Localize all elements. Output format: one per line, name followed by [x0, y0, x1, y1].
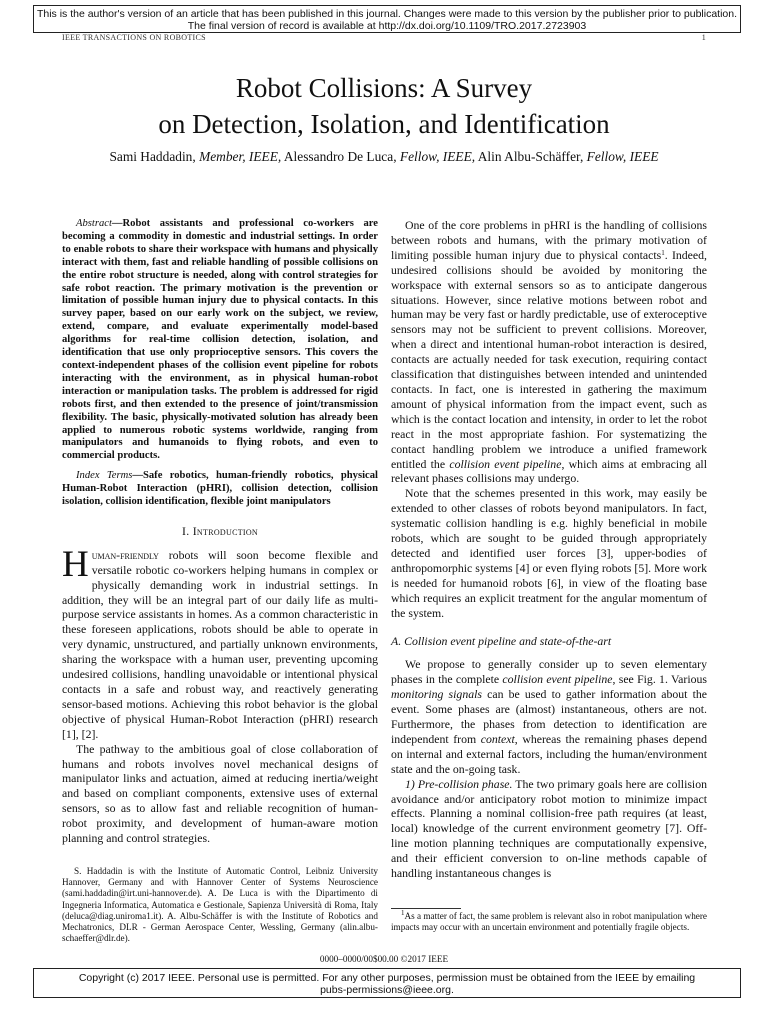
emphasis: context	[480, 731, 515, 746]
affiliation-footnote: S. Haddadin is with the Institute of Automatic Control, Leibniz University Hannover, Germany and with Hannover Center of Systems Neuroscience (sami.haddadin@irt.uni-hannover.de). A. De Luca is with the Dipartimento di Ingegneria Informatica, Automatica e Gestionale, Sapienza Università di Roma, Italy (deluca@diag.uniroma1.it). A. Albu-Schäffer is with the Institute of Robotics and Mechatronics, DLR - German Aerospace Center, Wessling, Germany (alin.albu-schaeffer@dlr.de).	[62, 866, 378, 944]
journal-name: IEEE TRANSACTIONS ON ROBOTICS	[62, 33, 206, 42]
abstract-label: Abstract	[76, 218, 112, 229]
notice-line: Copyright (c) 2017 IEEE. Personal use is permitted. For any other purposes, permission must be obtained from the IEEE by emailing	[78, 972, 696, 984]
author-name: Sami Haddadin,	[109, 149, 200, 164]
footnote-1	[391, 911, 707, 933]
subsection-heading: A. Collision event pipeline and state-of-the-art	[391, 634, 612, 649]
abstract-text: —Robot assistants and professional co-workers are becoming a commodity in domestic and industrial settings. In order to enable robots to share their workspace with humans and physically interact with them, fast and reliable handling of possible collisions on the entire robot structure is needed, along with control strategies for safe robot reaction. The primary motivation is the prevention or limitation of possible human injury due to physical contacts. In this survey paper, based on our early work on the subject, we review, extend, compare, and evaluate experimentally model-based algorithms for real-time collision detection, isolation, and identification that use only proprioceptive sensors. This covers the context-independent phases of the collision event pipeline for robots interacting with the environment, as in physical human-robot interaction or manipulation tasks. The problem is addressed for rigid robots first, and then extended to the presence of joint/transmission flexibility. The basic, physically-motivated solution has already been applied to numerous robotic systems worldwide, ranging from manipulators and humanoids to flying robots, and even to commercial products.	[62, 218, 378, 462]
text-run: , whereas the remaining phases depend on internal and external factors, including the human/environment state and the on-going task.	[391, 731, 707, 776]
author-role: Member, IEEE,	[199, 149, 282, 164]
copyright-notice	[33, 968, 741, 998]
text-run: One of the core problems in pHRI is the handling of collisions between robots and humans, with the primary motivation of limiting possible human injury due to physical contacts	[391, 218, 707, 262]
drop-cap: H	[62, 543, 89, 585]
text-run: . Indeed, undesired collisions should be avoided by monitoring the workspace with external sensors so as to anticipate dangerous situations. However, since relative motions between robot and human may be very fast or hardly predictable, use of exteroceptive sensors may not be sufficient to prevent collisions. Moreover, when a direct and intentional human-robot interaction is desired, contacts are actually needed for task execution, requiring contact classification that distinguishes between intended and unintended contacts. In fact, one is interested in gathering the maximum amount of physical information from the impact event, such as which is the contact location and intensity, in order to let the robot react in the most appropriate fashion. For systematizing the contact handling problem we introduce a unified framework entitled the	[391, 247, 707, 471]
emphasis: monitoring signals	[391, 687, 482, 702]
notice-line: The final version of record is available at http://dx.doi.org/10.1109/TRO.2017.2723903	[187, 20, 587, 32]
right-column	[391, 218, 707, 881]
right-paragraph-1	[391, 218, 707, 486]
copyright-line: 0000–0000/00$00.00 ©2017 IEEE	[319, 954, 449, 964]
page-number: 1	[701, 33, 706, 42]
footnote-text: As a matter of fact, the same problem is relevant also in robot manipulation where impacts may occur with an uncertain environment and potentially fragile objects.	[391, 911, 707, 933]
text-run: We propose to generally consider up to seven elementary phases in the complete	[391, 657, 707, 687]
paragraph-label: 1) Pre-collision phase.	[405, 776, 513, 791]
emphasis: collision event pipeline	[502, 672, 613, 687]
emphasis: collision event pipeline	[449, 456, 562, 471]
author-role: Fellow, IEEE	[586, 149, 659, 164]
intro-paragraph-1	[62, 543, 378, 742]
paper-title	[0, 70, 768, 142]
lead-in-caps: uman-friendly	[91, 547, 159, 562]
title-line-1: Robot Collisions: A Survey	[235, 73, 533, 103]
intro-paragraph-2: The pathway to the ambitious goal of close collaboration of humans and robots involves novel mechanical designs of manipulator links and actuation, aimed at reducing inertia/weight and based on compliant components, extensive uses of external sensors, so as to allow fast and reliable recognition of human-robot proximity, and development of human-aware motion planning and control strategies.	[62, 741, 378, 846]
text-run: , see Fig. 1. Various	[612, 672, 708, 687]
left-column	[62, 218, 378, 846]
right-paragraph-3	[391, 657, 707, 776]
text-run: , which aims at embracing all relevant phases collisions may undergo.	[391, 456, 707, 486]
index-terms-text: —Safe robotics, human-friendly robotics, physical Human-Robot Interaction (pHRI), collision detection, collision isolation, collision identification, flexible joint manipulators	[62, 470, 378, 508]
index-terms	[62, 470, 378, 509]
author-list	[0, 148, 768, 166]
index-terms-label: Index Terms	[76, 470, 133, 482]
footnote-mark: 1	[401, 909, 405, 917]
author-role: Fellow, IEEE,	[399, 149, 476, 164]
running-head	[62, 33, 706, 42]
right-paragraph-4	[391, 777, 707, 881]
footnote-ref: 1	[661, 248, 665, 257]
section-heading	[62, 524, 378, 539]
notice-line: This is the author's version of an article that has been published in this journal. Changes were made to this version by the publisher prior to publication.	[36, 8, 738, 20]
section-title: Introduction	[192, 523, 259, 538]
paragraph-text: robots will soon become flexible and versatile robotic co-workers helping humans in complex or physically demanding work in industrial settings. In addition, they will be an integral part of our daily life as multi-purpose service assistants in homes. As a common characteristic in these foreseen applications, robots should be able to operate in very dynamic, unstructured, and partially unknown environments, sharing the workspace with a human user, preventing upcoming undesired collisions, handling unavoidable or intentional physical contacts in a safe and robust way, and reactively generating sensor-based motions. Achieving this robot behavior is the global objective of physical Human-Robot Interaction (pHRI) research [1], [2].	[62, 547, 378, 741]
author-name: Alessandro De Luca,	[281, 149, 400, 164]
title-line-2: on Detection, Isolation, and Identification	[158, 109, 610, 139]
author-version-notice	[33, 5, 741, 33]
text-run: can be used to gather information about the event. Some phases are (almost) instantaneous, others are not. Furthermore, the phases from detection to identification are independent from	[391, 687, 707, 746]
right-paragraph-2: Note that the schemes presented in this work, may easily be extended to other classes of robots beyond manipulators. In fact, systematic collision handling is e.g. highly beneficial in mobile robots, which are sought to be guided through appropriately detected and identified user forces [3], upper-bodies of anthropomorphic systems [4] or even flying robots [5]. More work is needed for humanoid robots [6], in view of the floating base which requires an explicit treatment for the angular momentum of the system.	[391, 486, 707, 620]
author-name: Alin Albu-Schäffer,	[475, 149, 587, 164]
text-run: The two primary goals here are collision avoidance and/or anticipatory robot motion to minimize impact effects. Planning a nominal collision-free path requires (at least, local) knowledge of the current environment geometry [7]. Off-line motion planning techniques are computationally expensive, and their efficient conversion to on-line methods capable of handling instantaneous changes is	[391, 776, 708, 881]
notice-line: pubs-permissions@ieee.org.	[320, 984, 454, 996]
section-number: I.	[181, 523, 193, 538]
abstract	[62, 218, 378, 463]
